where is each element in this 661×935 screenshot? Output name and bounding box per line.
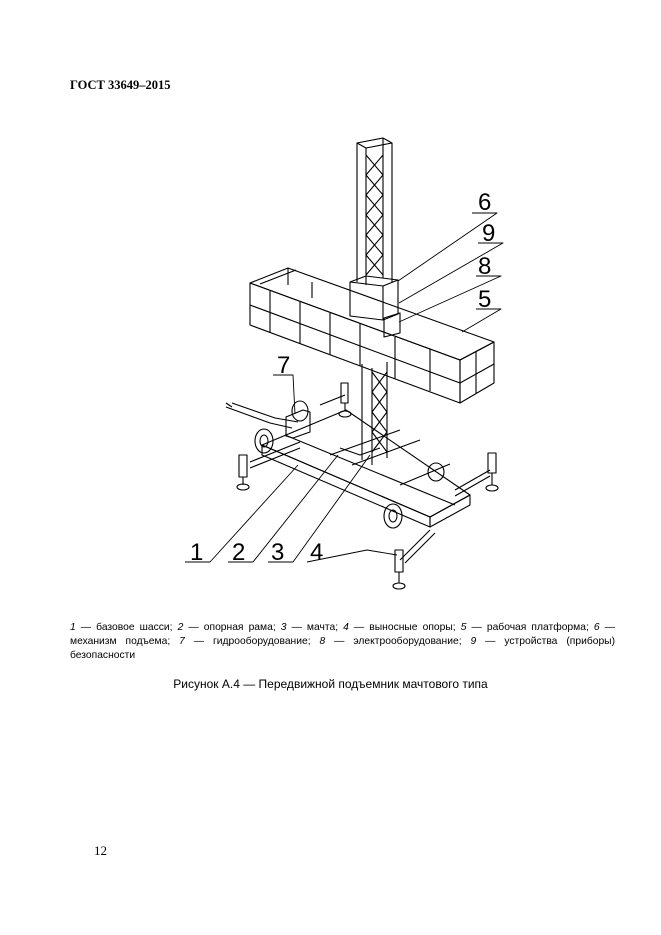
document-header: ГОСТ 33649–2015 [70, 78, 171, 92]
tow-bar [226, 403, 298, 428]
lift-drawing [180, 125, 510, 595]
callout-2: 2 [232, 539, 246, 566]
legend-text-5: — рабочая платформа; [466, 622, 594, 633]
legend-text-4: — выносные опоры; [348, 622, 461, 633]
callout-4: 4 [310, 539, 324, 566]
legend-text-1: — базовое шасси; [75, 622, 178, 633]
callout-6: 6 [478, 189, 492, 216]
figure-legend [70, 621, 615, 663]
legend-num-9: 9 [470, 636, 477, 647]
base-chassis [262, 410, 470, 527]
lift-mechanism-box [350, 276, 398, 320]
leader-lines [185, 213, 503, 562]
callout-8: 8 [478, 253, 492, 280]
page-number: 12 [94, 843, 107, 858]
legend-text-9: — устройства (приборы) безопасности [70, 636, 615, 661]
legend-text-7: — гидрооборудование; [184, 636, 320, 647]
callout-7: 7 [277, 352, 291, 379]
callout-1: 1 [190, 539, 204, 566]
callout-5: 5 [478, 286, 492, 313]
legend-num-5: 5 [460, 622, 467, 633]
callout-3: 3 [271, 539, 285, 566]
legend-num-4: 4 [343, 622, 349, 633]
legend-num-1: 1 [70, 622, 76, 633]
legend-num-7: 7 [179, 636, 185, 647]
legend-num-2: 2 [177, 622, 184, 633]
legend-text-3: — мачта; [286, 622, 344, 633]
legend-text-8: — электрооборудование; [325, 636, 471, 647]
mast-lift-illustration [180, 125, 510, 595]
mast-upper [357, 138, 392, 285]
figure-caption: Рисунок А.4 — Передвижной подъемник мачтового типа [173, 677, 488, 691]
callout-9: 9 [482, 220, 496, 247]
legend-text-6: — механизм подъема; [70, 622, 615, 647]
legend-num-6: 6 [593, 622, 600, 633]
legend-num-3: 3 [280, 622, 287, 633]
legend-num-8: 8 [319, 636, 326, 647]
legend-text-2: — опорная рама; [183, 622, 281, 633]
